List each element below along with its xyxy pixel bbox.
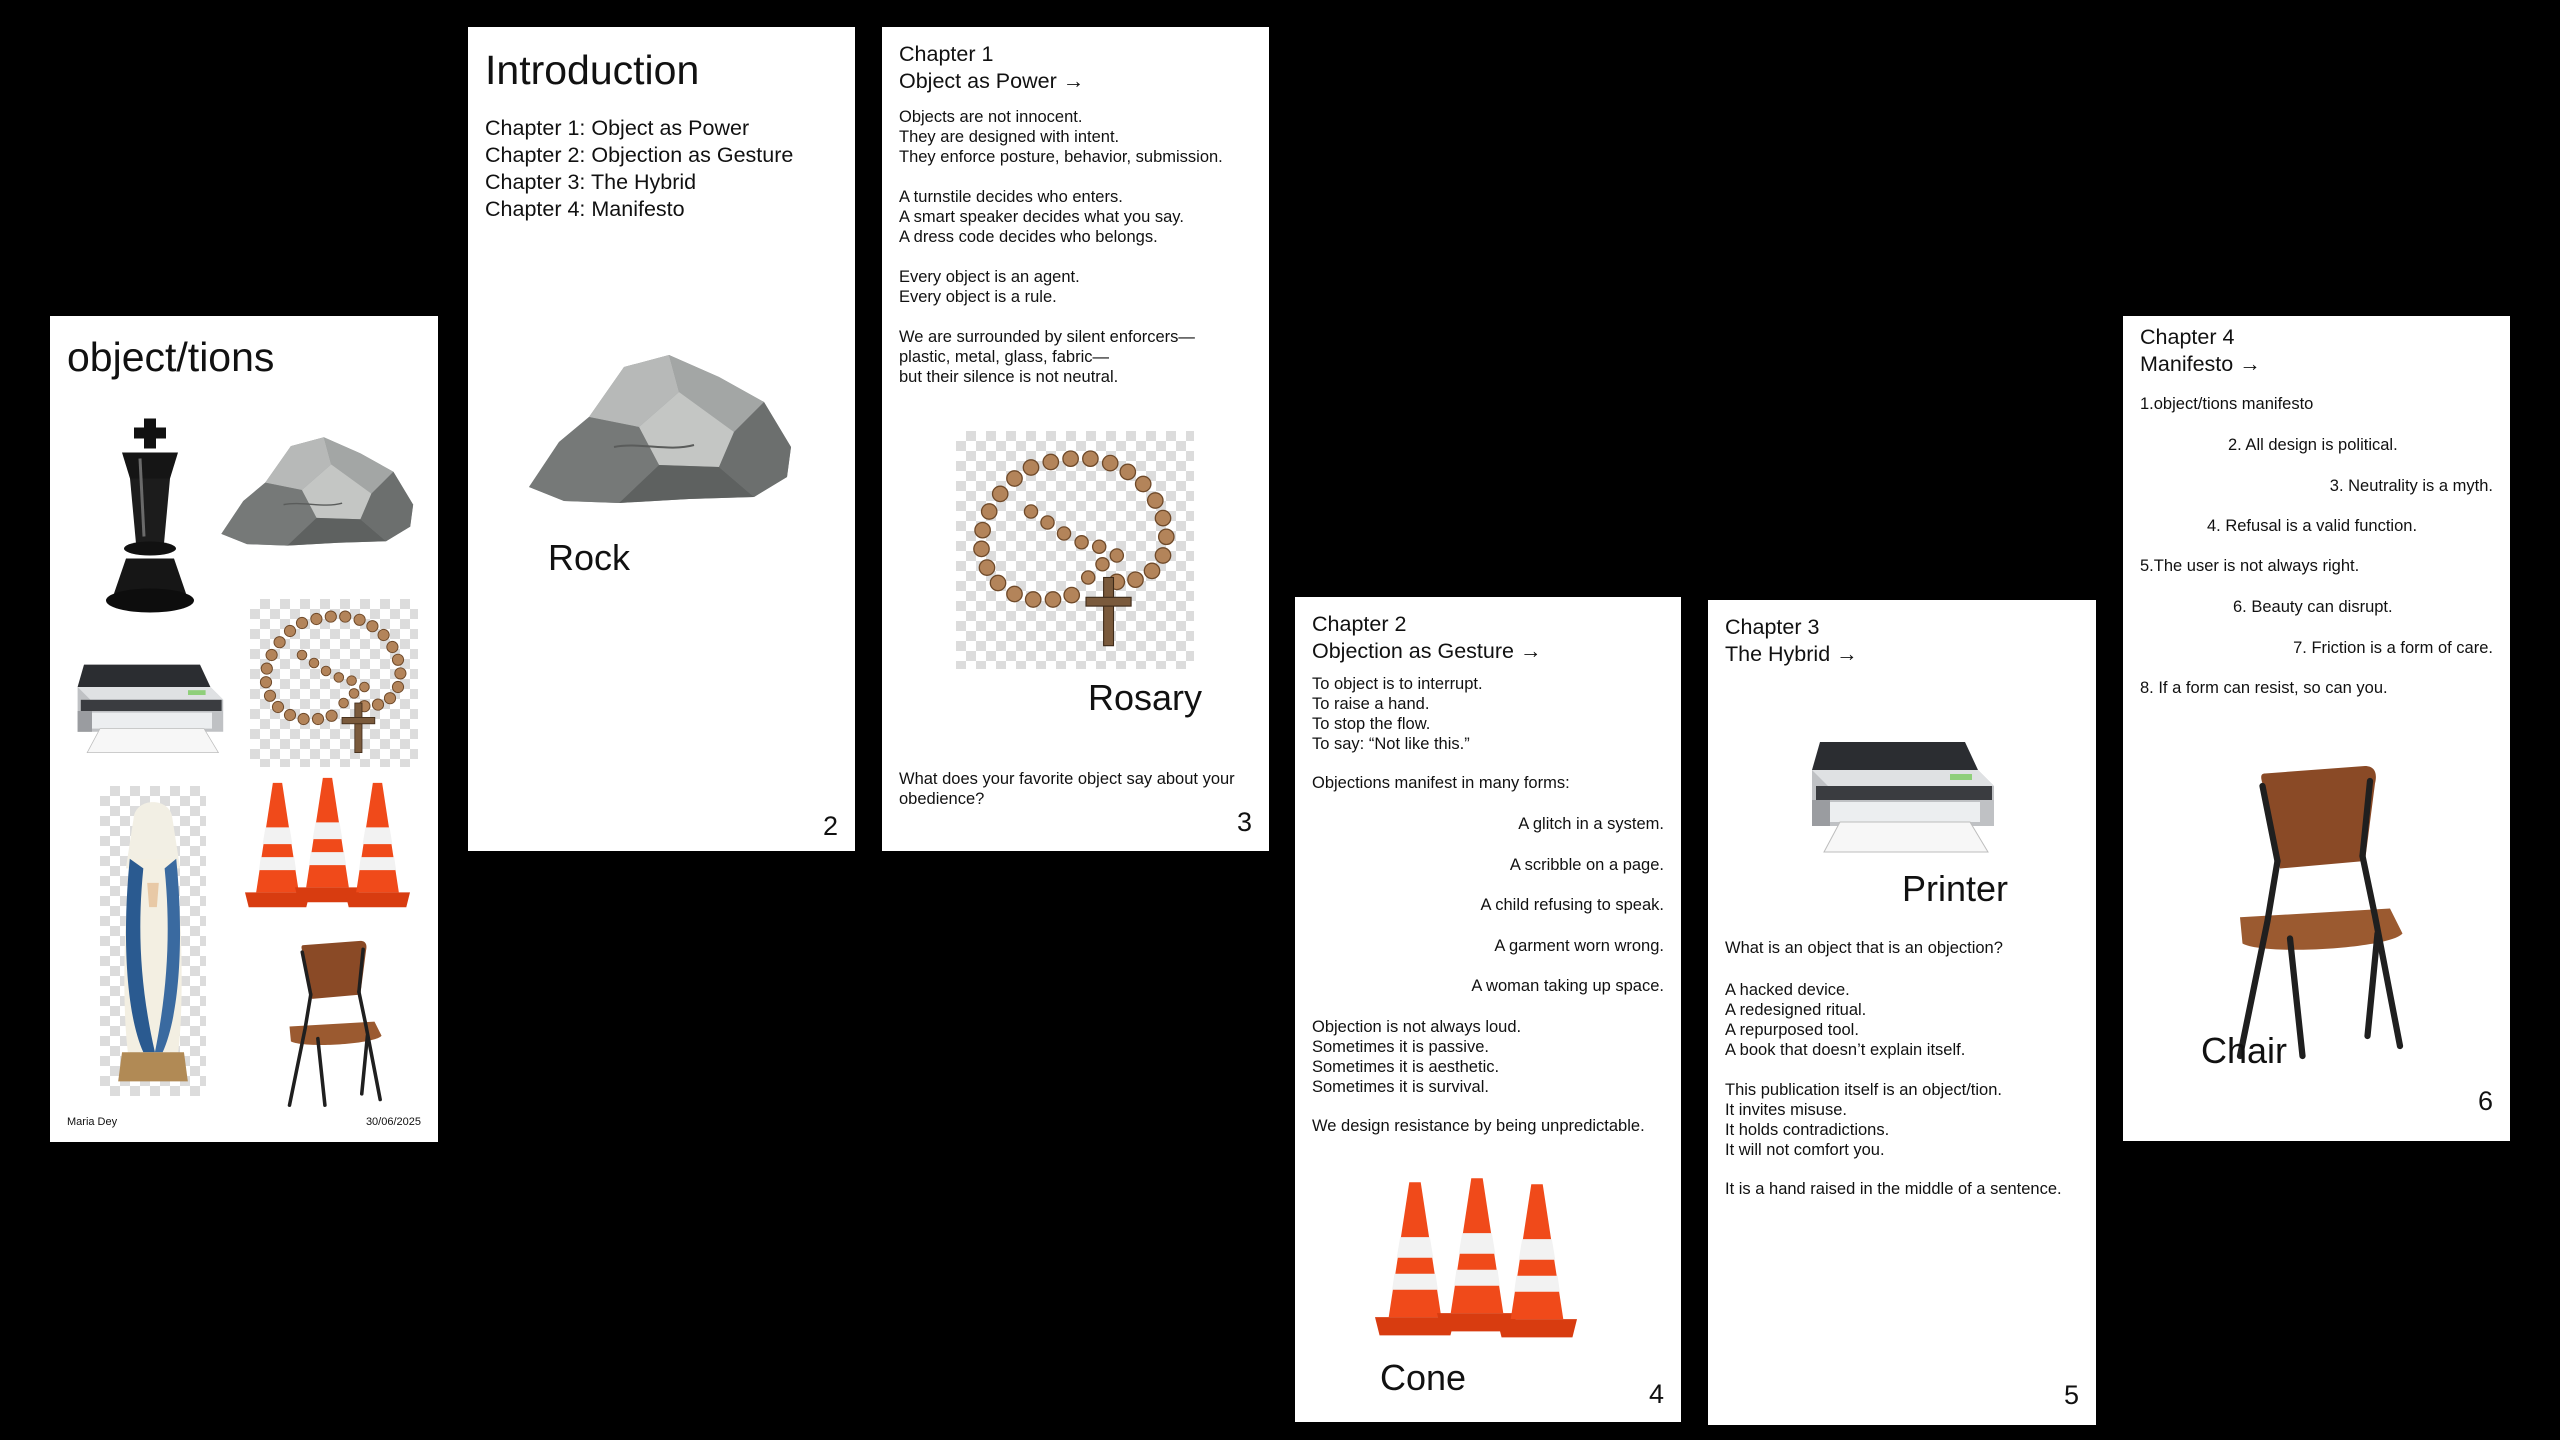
toc-item-1[interactable]: Chapter 1: Object as Power bbox=[485, 116, 750, 140]
toc-item-4[interactable]: Chapter 4: Manifesto bbox=[485, 197, 685, 221]
chapter4-title-row[interactable] bbox=[2140, 351, 2261, 378]
text-line: It holds contradictions. bbox=[1725, 1121, 1890, 1139]
ch2-para-4: We design resistance by being unpredictable. bbox=[1312, 1117, 1645, 1135]
rock-image bbox=[214, 431, 419, 549]
cover-title: object/tions bbox=[67, 334, 275, 380]
ch2-form-1: A glitch in a system. bbox=[1518, 815, 1664, 833]
manifesto-item-4: 4. Refusal is a valid function. bbox=[2207, 517, 2418, 535]
chair-image bbox=[272, 938, 392, 1108]
ch1-para-3 bbox=[899, 267, 1080, 307]
page-number: 2 bbox=[822, 811, 838, 841]
rosary-image bbox=[956, 431, 1194, 669]
rosary-label: Rosary bbox=[1088, 677, 1203, 718]
chapter3-heading bbox=[1725, 614, 1858, 668]
text-line: plastic, metal, glass, fabric— bbox=[899, 348, 1109, 366]
chapter1-number: Chapter 1 bbox=[899, 42, 994, 66]
ch1-para-2 bbox=[899, 187, 1184, 247]
ch2-para-3 bbox=[1312, 1017, 1521, 1097]
ch1-para-1 bbox=[899, 107, 1223, 167]
chapter4-number: Chapter 4 bbox=[2140, 325, 2235, 349]
arrow-right-icon: → bbox=[1836, 642, 1858, 666]
date: 30/06/2025 bbox=[365, 1116, 421, 1128]
chapter1-title-row[interactable] bbox=[899, 68, 1084, 95]
text-line: They are designed with intent. bbox=[899, 128, 1120, 146]
chapter1-heading bbox=[899, 41, 1084, 95]
ch3-question: What is an object that is an objection? bbox=[1725, 939, 2003, 957]
ch3-para-2 bbox=[1725, 1080, 2002, 1160]
text-line: Every object is an agent. bbox=[899, 268, 1080, 286]
manifesto-item-5: 5.The user is not always right. bbox=[2140, 557, 2360, 575]
ch2-form-2: A scribble on a page. bbox=[1509, 856, 1664, 874]
cones-image bbox=[1375, 1175, 1585, 1355]
page-number: 5 bbox=[2063, 1380, 2079, 1410]
chapter2-heading bbox=[1312, 611, 1541, 665]
ch1-question bbox=[899, 769, 1235, 809]
manifesto-item-6: 6. Beauty can disrupt. bbox=[2233, 598, 2393, 616]
ch1-para-4 bbox=[899, 327, 1195, 387]
manifesto-item-8: 8. If a form can resist, so can you. bbox=[2140, 679, 2388, 697]
chapter2-card bbox=[1295, 597, 1681, 1422]
arrow-right-icon: → bbox=[2239, 352, 2261, 376]
text-line: A redesigned ritual. bbox=[1725, 1001, 1867, 1019]
chapter4-heading bbox=[2140, 324, 2261, 378]
printer-label: Printer bbox=[1902, 868, 2009, 909]
text-line: obedience? bbox=[899, 790, 985, 808]
chapter2-title: Objection as Gesture bbox=[1312, 639, 1514, 663]
chess-king-image bbox=[100, 416, 200, 621]
text-line: They enforce posture, behavior, submission. bbox=[899, 148, 1223, 166]
cover-card bbox=[50, 316, 438, 1142]
text-line: Sometimes it is survival. bbox=[1312, 1078, 1489, 1096]
chapter3-card bbox=[1708, 600, 2096, 1425]
cone-label: Cone bbox=[1380, 1357, 1467, 1398]
text-line: To stop the flow. bbox=[1312, 715, 1431, 733]
text-line: To say: “Not like this.” bbox=[1312, 735, 1470, 753]
ch3-para-1 bbox=[1725, 980, 1965, 1060]
arrow-right-icon: → bbox=[1062, 69, 1085, 93]
text-line: It invites misuse. bbox=[1725, 1101, 1847, 1119]
chapter4-card bbox=[2123, 316, 2510, 1141]
text-line: What does your favorite object say about your bbox=[899, 770, 1235, 788]
intro-title: Introduction bbox=[485, 47, 700, 93]
chapter3-title-row[interactable] bbox=[1725, 641, 1858, 668]
text-line: A smart speaker decides what you say. bbox=[899, 208, 1184, 226]
text-line: Every object is a rule. bbox=[899, 288, 1057, 306]
manifesto-item-1: 1.object/tions manifesto bbox=[2140, 395, 2314, 413]
text-line: Sometimes it is aesthetic. bbox=[1312, 1058, 1500, 1076]
text-line: This publication itself is an object/tion. bbox=[1725, 1081, 2002, 1099]
chair-label: Chair bbox=[2201, 1030, 2288, 1071]
manifesto-item-3: 3. Neutrality is a myth. bbox=[2329, 477, 2493, 495]
text-line: A turnstile decides who enters. bbox=[899, 188, 1123, 206]
toc-item-2[interactable]: Chapter 2: Objection as Gesture bbox=[485, 143, 794, 167]
ch3-para-3: It is a hand raised in the middle of a sentence. bbox=[1725, 1180, 2062, 1198]
rosary-image bbox=[250, 599, 418, 767]
text-line: A book that doesn’t explain itself. bbox=[1725, 1041, 1966, 1059]
printer-image bbox=[1800, 730, 2000, 860]
toc-item-3[interactable]: Chapter 3: The Hybrid bbox=[485, 170, 697, 194]
text-line: Sometimes it is passive. bbox=[1312, 1038, 1489, 1056]
text-line: A dress code decides who belongs. bbox=[899, 228, 1158, 246]
text-line: Objects are not innocent. bbox=[899, 108, 1083, 126]
text-line: Objection is not always loud. bbox=[1312, 1018, 1522, 1036]
ch2-para-1 bbox=[1312, 674, 1483, 754]
chapter3-title: The Hybrid bbox=[1725, 642, 1831, 666]
author: Maria Dey bbox=[67, 1116, 118, 1128]
text-line: We are surrounded by silent enforcers— bbox=[899, 328, 1195, 346]
text-line: but their silence is not neutral. bbox=[899, 368, 1119, 386]
mary-statue-image bbox=[100, 786, 206, 1096]
text-line: A repurposed tool. bbox=[1725, 1021, 1859, 1039]
ch2-form-3: A child refusing to speak. bbox=[1480, 896, 1664, 914]
chapter1-card bbox=[882, 27, 1269, 851]
text-line: It will not comfort you. bbox=[1725, 1141, 1885, 1159]
chair-image bbox=[2215, 761, 2415, 1061]
text-line: A hacked device. bbox=[1725, 981, 1850, 999]
arrow-right-icon: → bbox=[1519, 639, 1542, 663]
manifesto-item-7: 7. Friction is a form of care. bbox=[2293, 639, 2493, 657]
chapter3-number: Chapter 3 bbox=[1725, 615, 1820, 639]
rock-image bbox=[518, 347, 800, 507]
toc bbox=[485, 115, 793, 223]
cones-image bbox=[245, 781, 415, 921]
chapter2-title-row[interactable] bbox=[1312, 638, 1541, 665]
chapter4-title: Manifesto bbox=[2140, 352, 2234, 376]
intro-card bbox=[468, 27, 855, 851]
text-line: To raise a hand. bbox=[1312, 695, 1430, 713]
ch2-form-4: A garment worn wrong. bbox=[1494, 937, 1664, 955]
page-number: 3 bbox=[1236, 807, 1252, 837]
manifesto-item-2: 2. All design is political. bbox=[2228, 436, 2398, 454]
chapter2-number: Chapter 2 bbox=[1312, 612, 1407, 636]
page-number: 6 bbox=[2477, 1086, 2493, 1116]
text-line: To object is to interrupt. bbox=[1312, 675, 1483, 693]
rock-label: Rock bbox=[548, 537, 631, 578]
chapter1-title: Object as Power bbox=[899, 69, 1057, 93]
ch2-para-2: Objections manifest in many forms: bbox=[1312, 774, 1570, 792]
ch2-form-5: A woman taking up space. bbox=[1471, 977, 1664, 995]
page-number: 4 bbox=[1648, 1379, 1664, 1409]
printer-image bbox=[68, 653, 228, 761]
